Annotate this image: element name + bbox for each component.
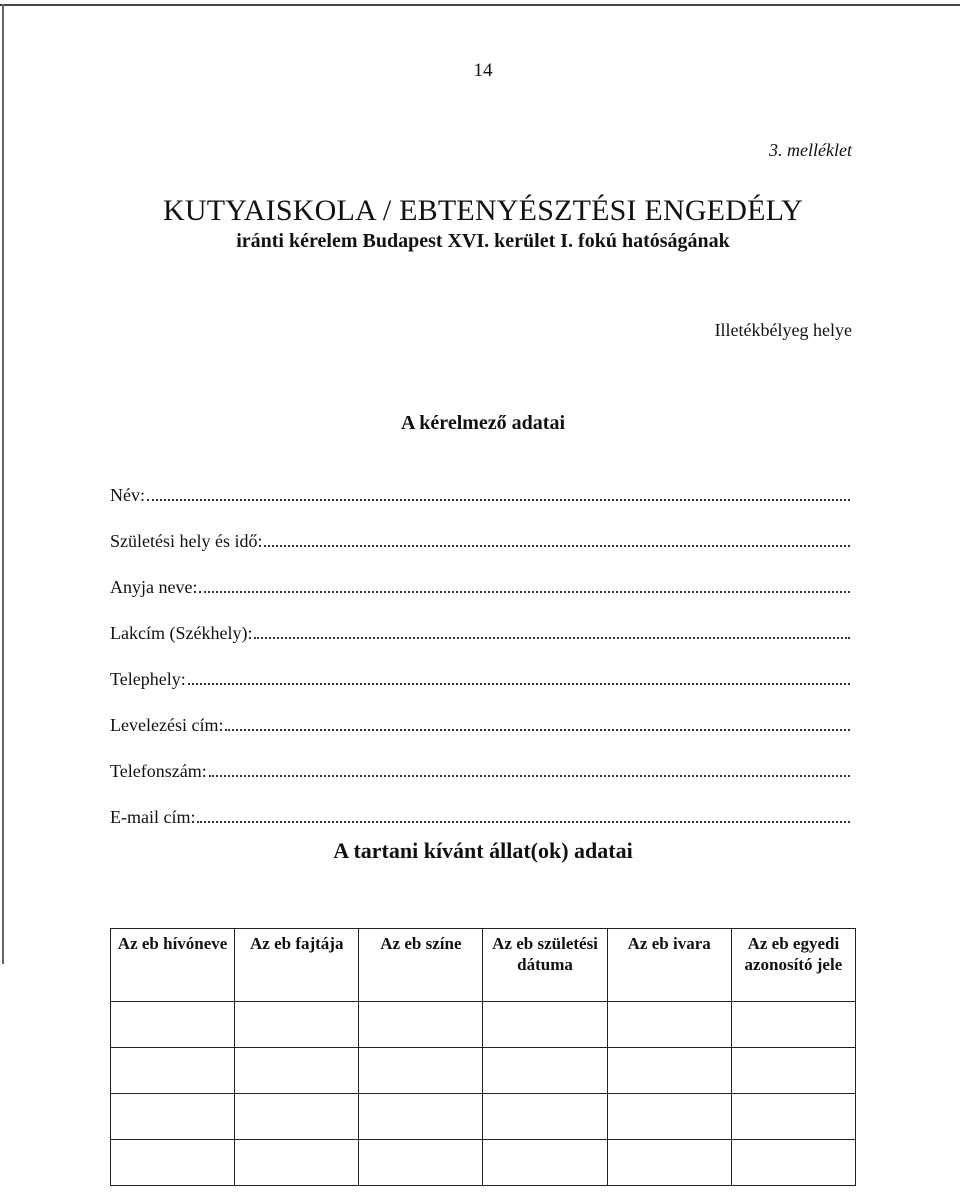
document-subtitle: iránti kérelem Budapest XVI. kerület I. fokú hatóságának [236,230,730,252]
fill-line[interactable] [209,774,850,777]
table-cell[interactable] [607,1048,731,1094]
column-header-sex: Az eb ivara [607,929,731,1002]
mother-name-field[interactable] [110,552,850,598]
table-cell[interactable] [235,1002,359,1048]
document-title: KUTYAISKOLA / EBTENYÉSZTÉSI ENGEDÉLY [163,194,803,227]
fill-line[interactable] [147,498,850,501]
column-header-breed: Az eb fajtája [235,929,359,1002]
fill-line[interactable] [197,820,850,823]
applicant-section-title: A kérelmező adatai [400,412,566,434]
table-cell[interactable] [607,1094,731,1140]
column-header-call-name: Az eb hívóneve [111,929,235,1002]
table-header-row [111,929,856,1002]
table-cell[interactable] [111,1140,235,1186]
table-cell[interactable] [731,1048,855,1094]
table-cell[interactable] [359,1094,483,1140]
field-label: Levelezési cím: [110,715,224,735]
table-row [111,1140,856,1186]
fill-line[interactable] [225,728,850,731]
animals-section-title: A tartani kívánt állat(ok) adatai [333,838,633,863]
field-label: E-mail cím: [110,807,196,827]
animals-table [110,928,856,1186]
name-field[interactable] [110,460,850,506]
address-field[interactable] [110,598,850,644]
column-header-color: Az eb színe [359,929,483,1002]
table-cell[interactable] [483,1048,607,1094]
field-label: Anyja neve: [110,577,198,597]
table-row [111,1094,856,1140]
field-label: Telefonszám: [110,761,207,781]
field-label: Telephely: [110,669,186,689]
table-cell[interactable] [235,1094,359,1140]
stamp-placeholder: Illetékbélyeg helye [714,320,852,340]
annex-label: 3. melléklet [769,140,852,160]
table-cell[interactable] [111,1094,235,1140]
table-cell[interactable] [731,1094,855,1140]
birth-place-date-field[interactable] [110,506,850,552]
premises-field[interactable] [110,644,850,690]
fill-line[interactable] [254,636,850,639]
table-cell[interactable] [359,1140,483,1186]
table-cell[interactable] [607,1002,731,1048]
field-label: Név: [110,485,145,505]
mailing-address-field[interactable] [110,690,850,736]
table-cell[interactable] [607,1140,731,1186]
table-cell[interactable] [359,1048,483,1094]
applicant-fields [110,460,850,828]
table-cell[interactable] [235,1140,359,1186]
table-cell[interactable] [731,1140,855,1186]
email-field[interactable] [110,782,850,828]
table-cell[interactable] [483,1002,607,1048]
table-row [111,1002,856,1048]
table-cell[interactable] [111,1048,235,1094]
fill-line[interactable] [199,590,850,593]
fill-line[interactable] [264,544,850,547]
table-cell[interactable] [235,1048,359,1094]
field-label: Születési hely és idő: [110,531,263,551]
page-number: 14 [473,60,493,81]
column-header-birth-date: Az eb születési dátuma [483,929,607,1002]
table-cell[interactable] [483,1094,607,1140]
table-row [111,1048,856,1094]
left-border-line [2,4,4,964]
table-cell[interactable] [483,1140,607,1186]
phone-field[interactable] [110,736,850,782]
fill-line[interactable] [188,682,850,685]
field-label: Lakcím (Székhely): [110,623,253,643]
table-cell[interactable] [731,1002,855,1048]
table-cell[interactable] [359,1002,483,1048]
column-header-identifier: Az eb egyedi azonosító jele [731,929,855,1002]
table-cell[interactable] [111,1002,235,1048]
top-border-line [0,4,960,6]
